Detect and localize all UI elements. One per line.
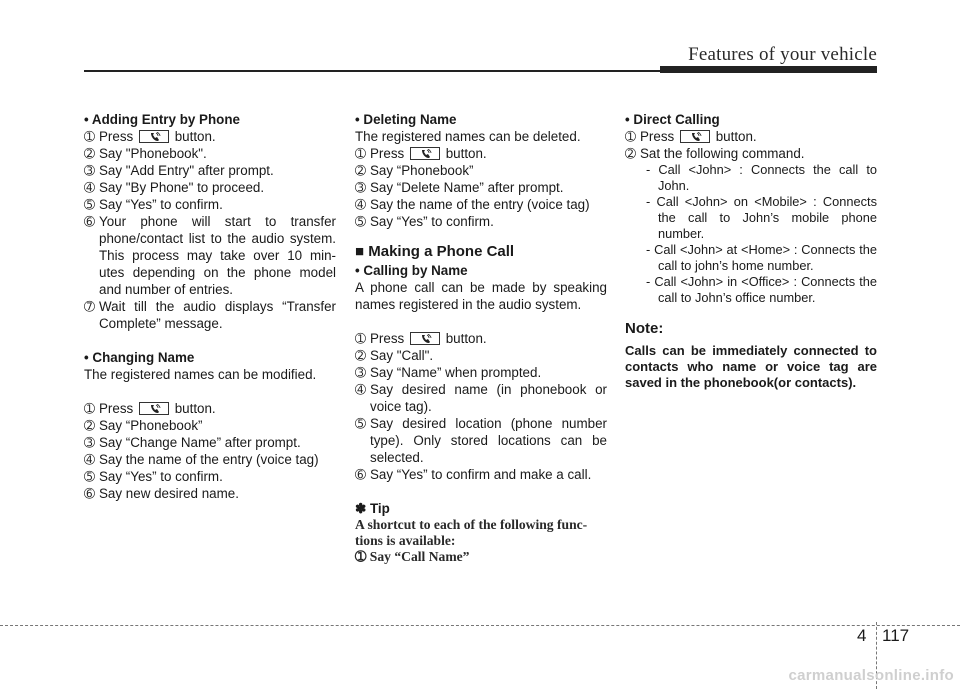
calling-by-name-steps xyxy=(355,330,607,483)
changing-name-heading: • Changing Name xyxy=(84,350,195,365)
step-item: ➀ Press button. xyxy=(355,146,487,161)
section-heading: ■ Making a Phone Call xyxy=(355,243,515,260)
square-bullet-icon: ■ xyxy=(355,243,369,260)
step-item: ➅ Say new desired name. xyxy=(84,486,239,501)
step-item: ➄ Say desired location (phone number type). Only stored locations can be selected. xyxy=(355,416,607,465)
step-item: ➃ Say "By Phone" to proceed. xyxy=(84,180,265,195)
chapter-number: 4 xyxy=(857,626,867,645)
header-bar xyxy=(660,66,877,73)
step-item: ➁ Say “Phonebook” xyxy=(355,163,474,178)
direct-calling-heading: • Direct Calling xyxy=(625,112,720,127)
step-item: ➃ Say the name of the entry (voice tag) xyxy=(355,197,590,212)
tip-body: A shortcut to each of the following func-tions is available: xyxy=(355,517,588,548)
header-title: Features of your vehicle xyxy=(688,44,877,65)
step-item: ➃ Say desired name (in phonebook or voice tag). xyxy=(355,382,607,414)
step-item: ➁ Say "Phonebook". xyxy=(84,146,207,161)
calling-by-name-intro: A phone call can be made by speaking names registered in the audio system. xyxy=(355,280,607,312)
step-item: ➀ Press button. xyxy=(355,331,487,346)
calling-by-name-heading: • Calling by Name xyxy=(355,263,468,278)
step-item: ➁ Say “Phonebook” xyxy=(84,418,203,433)
step-item: ➀ Press button. xyxy=(84,401,216,416)
direct-calling-steps xyxy=(625,128,877,162)
deleting-name-intro: The registered names can be deleted. xyxy=(355,129,581,144)
note-heading: Note: xyxy=(625,320,664,337)
column-2 xyxy=(355,111,607,565)
step-item: ➄ Say “Yes” to confirm. xyxy=(84,197,223,212)
changing-name-steps xyxy=(84,400,336,502)
talk-button-icon xyxy=(139,402,169,415)
step-item: ➃ Say the name of the entry (voice tag) xyxy=(84,452,319,467)
page-number: 117 xyxy=(882,626,910,645)
step-item: ➅ Your phone will start to transfer phone/contact list to the audio system. This process may take over 10 min-utes depending on the phone model and number of entries. xyxy=(84,214,336,297)
note-body: Calls can be immediately connected to contacts who name or voice tag are saved in the phonebook(or contacts). xyxy=(625,343,877,390)
command-item: - Call <John> on <Mobile> : Connects the call to John’s mobile phone number. xyxy=(646,194,877,241)
deleting-name-steps xyxy=(355,145,607,230)
talk-button-icon xyxy=(139,130,169,143)
step-item: ➂ Say “Name” when prompted. xyxy=(355,365,542,380)
adding-entry-heading: • Adding Entry by Phone xyxy=(84,112,240,127)
command-list xyxy=(625,162,877,306)
step-item: ➂ Say "Add Entry" after prompt. xyxy=(84,163,274,178)
step-item: ➂ Say “Delete Name” after prompt. xyxy=(355,180,564,195)
step-item: ➄ Say “Yes” to confirm. xyxy=(355,214,494,229)
tip-heading: ✽ Tip xyxy=(355,501,390,516)
column-1 xyxy=(84,111,336,502)
command-item: - Call <John> in <Office> : Connects the call to John’s office number. xyxy=(646,274,877,305)
step-item: ➂ Say “Change Name” after prompt. xyxy=(84,435,301,450)
step-item: ➄ Say “Yes” to confirm. xyxy=(84,469,223,484)
command-item: - Call <John> : Connects the call to John. xyxy=(646,162,877,193)
tip-item: ➀ Say “Call Name” xyxy=(355,549,470,564)
talk-button-icon xyxy=(410,332,440,345)
deleting-name-heading: • Deleting Name xyxy=(355,112,457,127)
adding-entry-steps xyxy=(84,128,336,332)
step-item: ➀ Press button. xyxy=(84,129,216,144)
step-item: ➅ Say “Yes” to confirm and make a call. xyxy=(355,467,592,482)
column-3 xyxy=(625,111,877,391)
watermark: carmanualsonline.info xyxy=(788,667,954,684)
tip-star-icon: ✽ xyxy=(355,501,370,516)
command-item: - Call <John> at <Home> : Connects the call to john’s home number. xyxy=(646,242,877,273)
talk-button-icon xyxy=(680,130,710,143)
step-item: ➆ Wait till the audio displays “Transfer Complete” message. xyxy=(84,299,336,331)
talk-button-icon xyxy=(410,147,440,160)
step-item: ➀ Press button. xyxy=(625,129,757,144)
footer-rule xyxy=(0,625,960,626)
step-item: ➁ Sat the following command. xyxy=(625,146,805,161)
step-item: ➁ Say "Call". xyxy=(355,348,434,363)
changing-name-intro: The registered names can be modified. xyxy=(84,367,317,382)
